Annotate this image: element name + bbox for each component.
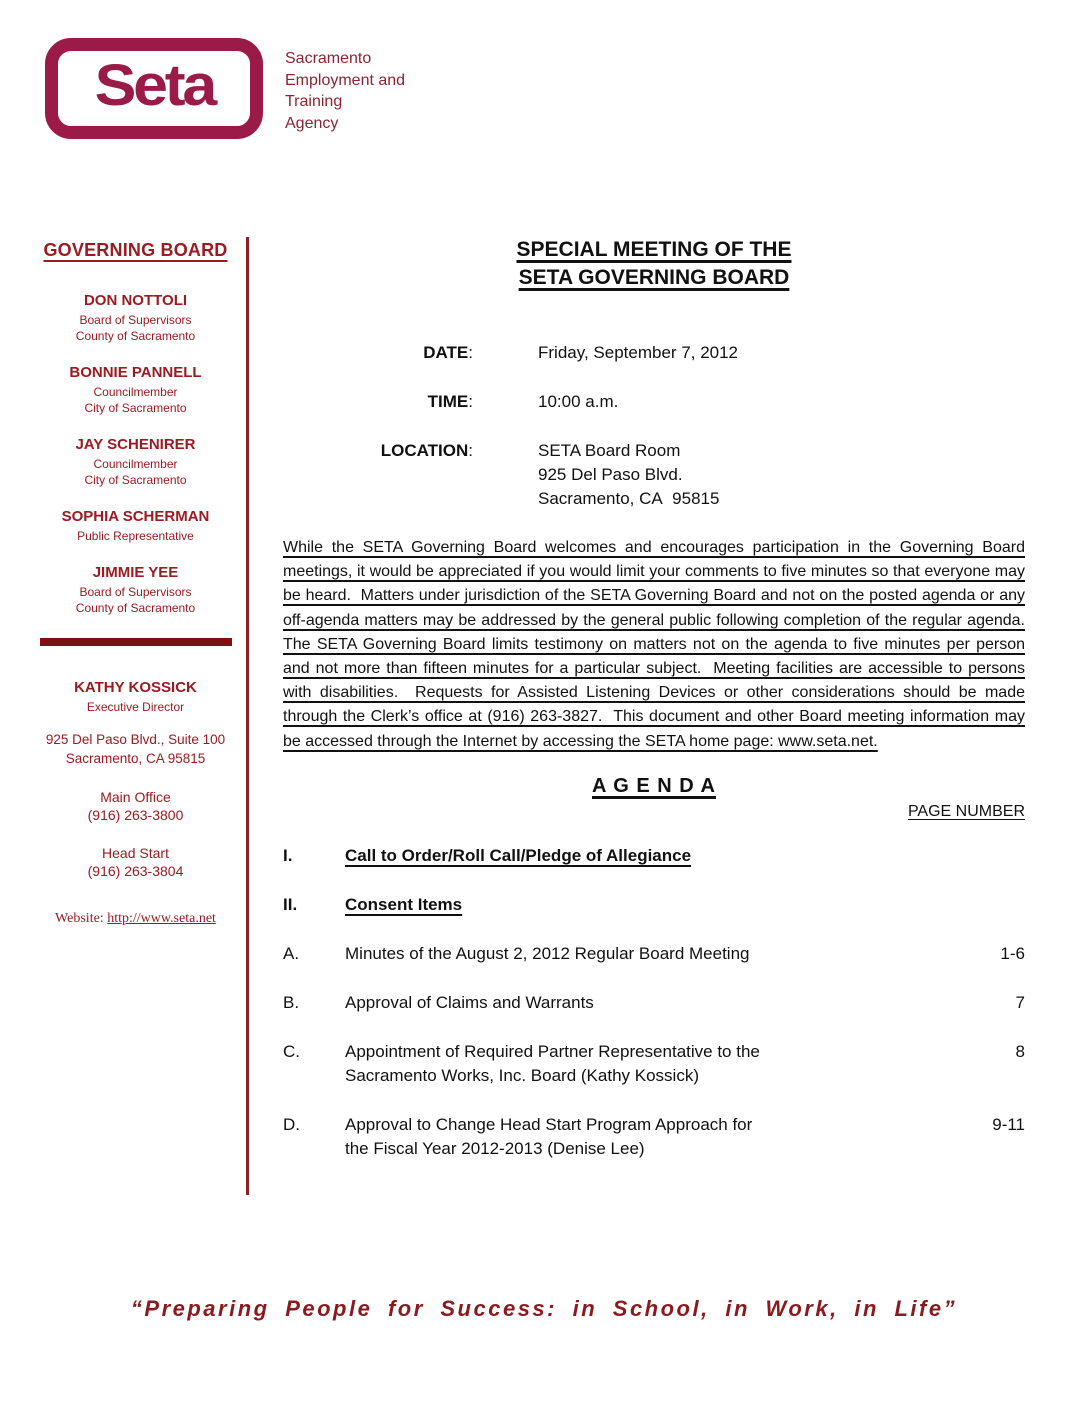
agenda-item-d bbox=[283, 1113, 1025, 1161]
member-role: Board of Supervisors bbox=[79, 313, 192, 327]
member-name: JIMMIE YEE bbox=[92, 564, 179, 581]
item-title bbox=[345, 1113, 953, 1161]
member-jurisdiction: City of Sacramento bbox=[84, 473, 187, 487]
section-numeral: I. bbox=[283, 845, 293, 865]
meta-colon: : bbox=[468, 343, 473, 362]
agenda-item-b bbox=[283, 991, 1025, 1015]
page-number-text: PAGE NUMBER bbox=[907, 802, 1025, 820]
page-number-label bbox=[283, 803, 1025, 821]
member-role: Board of Supervisors bbox=[79, 585, 192, 599]
section-title-text: Consent Items bbox=[345, 894, 463, 914]
member-name: DON NOTTOLI bbox=[83, 292, 188, 309]
section-title bbox=[345, 844, 953, 868]
meta-row-time bbox=[283, 390, 1025, 414]
item-letter: A. bbox=[283, 943, 300, 963]
meta-value bbox=[538, 341, 1025, 365]
meta-row-date bbox=[283, 341, 1025, 365]
org-name-line: Sacramento bbox=[285, 50, 372, 67]
member-role: Public Representative bbox=[77, 529, 194, 543]
meta-colon: : bbox=[468, 441, 473, 460]
address-line: 925 Del Paso Blvd., Suite 100 bbox=[45, 732, 226, 747]
item-pages: 8 bbox=[1015, 1041, 1025, 1061]
sidebar-governing-board bbox=[35, 240, 236, 927]
meta-label-text: TIME bbox=[427, 392, 469, 411]
agenda-item-a bbox=[283, 942, 1025, 966]
meta-value-line: 925 Del Paso Blvd. bbox=[538, 465, 683, 484]
org-name-line: Training bbox=[285, 93, 343, 110]
footer-motto: “Preparing People for Success: in School, in Work, in Life” bbox=[130, 1296, 958, 1321]
item-title bbox=[345, 942, 953, 966]
item-title-line: Appointment of Required Partner Representative to the bbox=[345, 1041, 760, 1061]
board-member-bonnie-pannell bbox=[35, 364, 236, 416]
footer bbox=[0, 1296, 1088, 1322]
meta-label bbox=[283, 390, 473, 414]
member-role: Councilmember bbox=[93, 385, 178, 399]
item-letter: B. bbox=[283, 992, 300, 1012]
meta-value-line: SETA Board Room bbox=[538, 441, 681, 460]
board-member-jimmie-yee bbox=[35, 564, 236, 616]
item-title-line: Sacramento Works, Inc. Board (Kathy Kossick) bbox=[345, 1065, 699, 1085]
item-title-line: Minutes of the August 2, 2012 Regular Board Meeting bbox=[345, 943, 750, 963]
meta-label bbox=[283, 341, 473, 365]
meta-label bbox=[283, 439, 473, 511]
document-title bbox=[283, 236, 1025, 292]
meta-value-line: Sacramento, CA 95815 bbox=[538, 489, 720, 508]
meta-colon: : bbox=[468, 392, 473, 411]
contact-label: Head Start bbox=[102, 845, 169, 861]
contact-phone: (916) 263-3804 bbox=[87, 863, 184, 879]
agenda-heading-text: A G E N D A bbox=[592, 774, 716, 797]
meta-value-line: Friday, September 7, 2012 bbox=[538, 343, 739, 362]
item-letter: C. bbox=[283, 1041, 300, 1061]
item-title bbox=[345, 991, 953, 1015]
agenda-section-call-to-order bbox=[283, 844, 1025, 868]
section-pages-spacer bbox=[953, 893, 1025, 917]
agenda-section-consent-items bbox=[283, 893, 1025, 917]
board-member-sophia-scherman bbox=[35, 508, 236, 544]
agenda-item-c bbox=[283, 1040, 1025, 1088]
org-name bbox=[285, 38, 405, 139]
item-title bbox=[345, 1040, 953, 1088]
public-participation-notice: While the SETA Governing Board welcomes and encourages participation in the Governing Board meetings, it would be appreciated if you would limit your comments to five minutes so that everyone may be heard. Matters under jurisdiction of the SETA Governing Board and not on the posted agenda or any off-agenda matters may be addressed by the general public following completion of the regular agenda. The SETA Governing Board limits testimony on matters not on the agenda to five minutes per person and not more than fifteen minutes for a particular subject. Meeting facilities are accessible to persons with disabilities. Requests for Assisted Listening Devices or other considerations should be made through the Clerk’s office at (916) 263-3827. This document and other Board meeting information may be accessed through the Internet by accessing the SETA home page: www.seta.net. bbox=[283, 539, 1025, 750]
section-pages-spacer bbox=[953, 844, 1025, 868]
sidebar-heading: GOVERNING BOARD bbox=[43, 240, 228, 260]
member-name: BONNIE PANNELL bbox=[69, 364, 202, 381]
meta-label-text: LOCATION bbox=[380, 441, 469, 460]
sidebar-divider bbox=[40, 638, 232, 646]
agenda-heading bbox=[283, 775, 1025, 798]
brand-header bbox=[45, 38, 405, 139]
item-pages: 7 bbox=[1015, 992, 1025, 1012]
agenda-main bbox=[283, 236, 1025, 1186]
agency-address bbox=[35, 731, 236, 768]
vertical-divider bbox=[246, 237, 249, 1195]
member-name: JAY SCHENIRER bbox=[75, 436, 196, 453]
member-jurisdiction: City of Sacramento bbox=[84, 401, 187, 415]
meta-label-text: DATE bbox=[423, 343, 469, 362]
contact-head-start bbox=[35, 844, 236, 880]
org-name-line: Employment and bbox=[285, 71, 406, 89]
executive-director-block bbox=[35, 679, 236, 715]
seta-logo bbox=[45, 38, 263, 139]
item-pages: 9-11 bbox=[992, 1114, 1025, 1134]
section-title-text: Call to Order/Roll Call/Pledge of Allegiance bbox=[345, 845, 692, 865]
director-name: KATHY KOSSICK bbox=[74, 679, 197, 696]
section-numeral: II. bbox=[283, 894, 298, 914]
item-letter: D. bbox=[283, 1114, 300, 1134]
section-title bbox=[345, 893, 953, 917]
address-line: Sacramento, CA 95815 bbox=[65, 750, 206, 766]
member-jurisdiction: County of Sacramento bbox=[75, 329, 196, 343]
member-jurisdiction: County of Sacramento bbox=[75, 601, 196, 615]
contact-label: Main Office bbox=[100, 789, 171, 805]
item-pages: 1-6 bbox=[1000, 943, 1025, 963]
org-name-line: Agency bbox=[285, 114, 339, 132]
member-role: Councilmember bbox=[93, 457, 178, 471]
member-name: SOPHIA SCHERMAN bbox=[61, 508, 210, 525]
contact-main-office bbox=[35, 788, 236, 824]
document-title-line1: SPECIAL MEETING OF THE bbox=[516, 238, 792, 261]
meta-value-line: 10:00 a.m. bbox=[538, 392, 619, 411]
board-member-jay-schenirer bbox=[35, 436, 236, 488]
item-title-line: Approval of Claims and Warrants bbox=[345, 992, 594, 1012]
meta-row-location bbox=[283, 439, 1025, 511]
meta-value bbox=[538, 390, 1025, 414]
item-title-line: the Fiscal Year 2012-2013 (Denise Lee) bbox=[345, 1138, 645, 1158]
website-row bbox=[35, 911, 236, 927]
meta-value bbox=[538, 439, 1025, 511]
item-title-line: Approval to Change Head Start Program Approach for bbox=[345, 1114, 753, 1134]
contact-phone: (916) 263-3800 bbox=[87, 807, 184, 823]
director-title: Executive Director bbox=[86, 700, 185, 714]
board-member-don-nottoli bbox=[35, 292, 236, 344]
seta-logo-wordmark: Seta bbox=[94, 52, 214, 118]
website-label: Website: bbox=[55, 911, 104, 926]
document-title-line2: SETA GOVERNING BOARD bbox=[518, 266, 790, 289]
website-link[interactable]: http://www.seta.net bbox=[107, 911, 216, 926]
